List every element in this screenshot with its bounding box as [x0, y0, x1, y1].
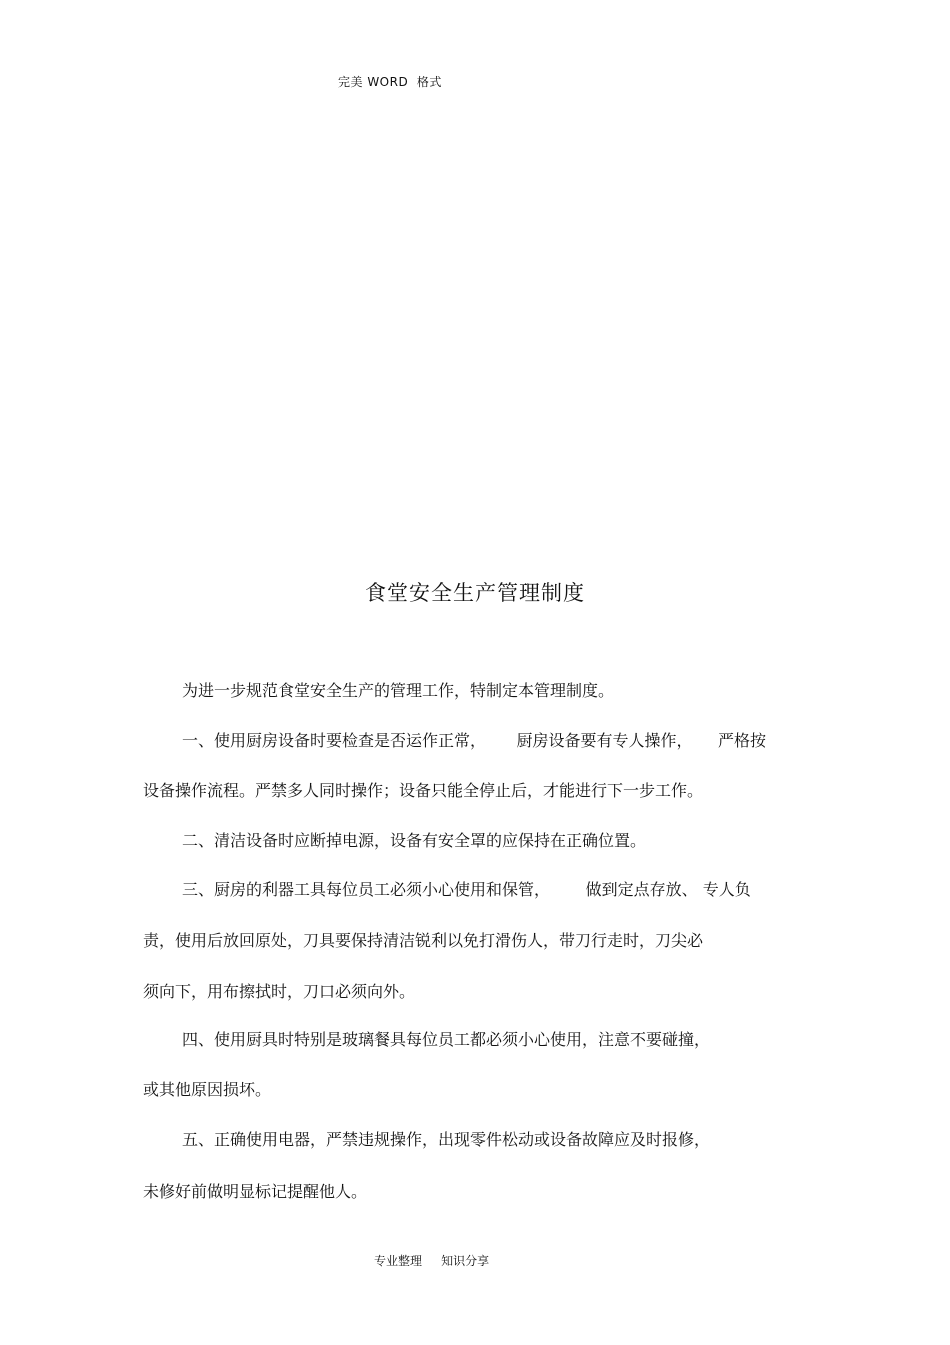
paragraph-item-3-line-1: 三、厨房的利器工具每位员工必须小心使用和保管， 做到定点存放、 专人负 — [182, 880, 751, 899]
paragraph-item-3-line-2: 责，使用后放回原处，刀具要保持清洁锐利以免打滑伤人，带刀行走时，刀尖必 — [143, 931, 704, 950]
page-footer: 专业整理 知识分享 — [374, 1254, 490, 1268]
page-header: 完美 WORD 格式 — [338, 75, 442, 89]
paragraph-item-1-line-2: 设备操作流程。严禁多人同时操作；设备只能全停止后，才能进行下一步工作。 — [143, 781, 704, 800]
paragraph-intro: 为进一步规范食堂安全生产的管理工作，特制定本管理制度。 — [182, 681, 615, 700]
document-title: 食堂安全生产管理制度 — [365, 581, 585, 605]
paragraph-item-4-line-1: 四、使用厨具时特别是玻璃餐具每位员工都必须小心使用，注意不要碰撞， — [182, 1030, 711, 1049]
paragraph-item-1-line-1: 一、使用厨房设备时要检查是否运作正常， 厨房设备要有专人操作， 严格按 — [182, 731, 766, 750]
paragraph-item-5-line-2: 未修好前做明显标记提醒他人。 — [143, 1182, 368, 1201]
paragraph-item-4-line-2: 或其他原因损坏。 — [143, 1080, 272, 1099]
paragraph-item-3-line-3: 须向下，用布擦拭时，刀口必须向外。 — [143, 982, 416, 1001]
paragraph-item-2: 二、清洁设备时应断掉电源，设备有安全罩的应保持在正确位置。 — [182, 831, 647, 850]
paragraph-item-5-line-1: 五、正确使用电器，严禁违规操作，出现零件松动或设备故障应及时报修， — [182, 1130, 711, 1149]
